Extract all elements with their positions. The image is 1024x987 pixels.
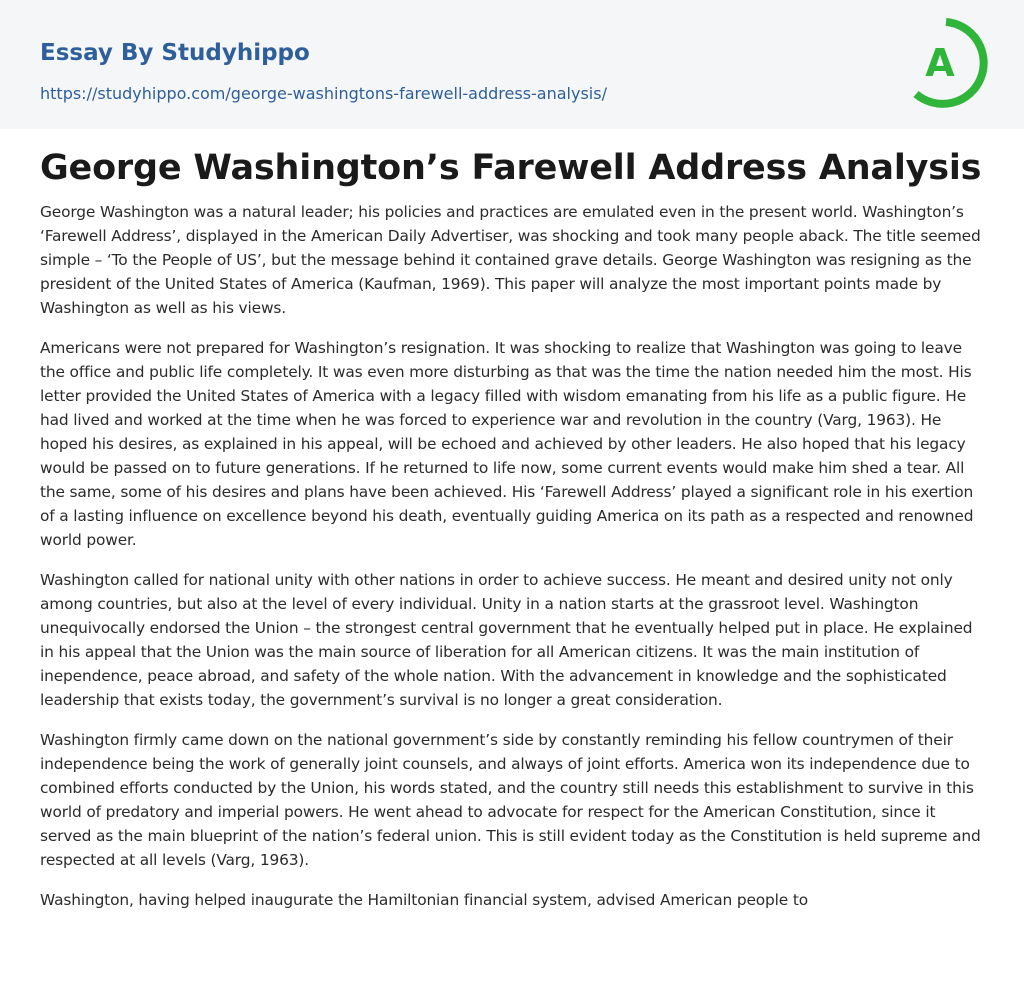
logo-letter: A [925,41,955,85]
article-paragraph-2: Americans were not prepared for Washington’s resignation. It was shocking to realize that Washington was going to leave the office and public life completely. It was even more disturbing as that was the time the nation needed him the most. His letter provided the United States of America with a legacy filled with wisdom emanating from his life as a public figure. He had lived and worked at the time when he was forced to experience war and revolution in the country (Varg, 1963). He hoped his desires, as explained in his appeal, will be echoed and achieved by other leaders. He also hoped that his legacy would be passed on to future generations. If he returned to life now, some current events would make him shed a tear. All the same, some of his desires and plans have been achieved. His ‘Farewell Address’ played a significant role in his exertion of a lasting influence on excellence beyond his death, eventually guiding America on its path as a respected and renowned world power. [40,339,974,549]
article-paragraph-4: Washington firmly came down on the national government’s side by constantly reminding his fellow countrymen of their independence being the work of generally joint counsels, and always of joint efforts. America won its independence due to combined efforts conducted by the Union, his words stated, and the country still needs this establishment to survive in this world of predatory and imperial powers. He went ahead to advocate for respect for the American Constitution, since it served as the main blueprint of the nation’s federal union. This is still evident today as the Constitution is held supreme and respected at all levels (Varg, 1963). [40,731,981,869]
article-url-link[interactable]: https://studyhippo.com/george-washingtons-farewell-address-analysis/ [40,84,607,103]
article-paragraph-1: George Washington was a natural leader; his policies and practices are emulated even in the present world. Washington’s ‘Farewell Address’, displayed in the American Daily Advertiser, was shocking and took many people aback. The title seemed simple – ‘To the People of US’, but the message behind it contained grave details. George Washington was resigning as the president of the United States of America (Kaufman, 1969). This paper will analyze the most important points made by Washington as well as his views. [40,203,981,317]
article-paragraph-3: Washington called for national unity with other nations in order to achieve success. He meant and desired unity not only among countries, but also at the level of every individual. Unity in a nation starts at the grassroot level. Washington unequivocally endorsed the Union – the strongest central government that he eventually helped put in place. He explained in his appeal that the Union was the main source of liberation for all American citizens. It was the main institution of inependence, peace abroad, and safety of the whole nation. With the advancement in knowledge and the sophisticated leadership that exists today, the government’s survival is no longer a great consideration. [40,571,973,709]
site-title[interactable]: Essay By Studyhippo [40,40,310,66]
article-paragraph-5: Washington, having helped inaugurate the Hamiltonian financial system, advised American people to [40,891,808,909]
article-title: George Washington’s Farewell Address Analysis [40,148,982,188]
article-body [40,142,984,928]
studyhippo-logo-icon[interactable] [898,18,988,108]
site-header [0,0,1024,129]
